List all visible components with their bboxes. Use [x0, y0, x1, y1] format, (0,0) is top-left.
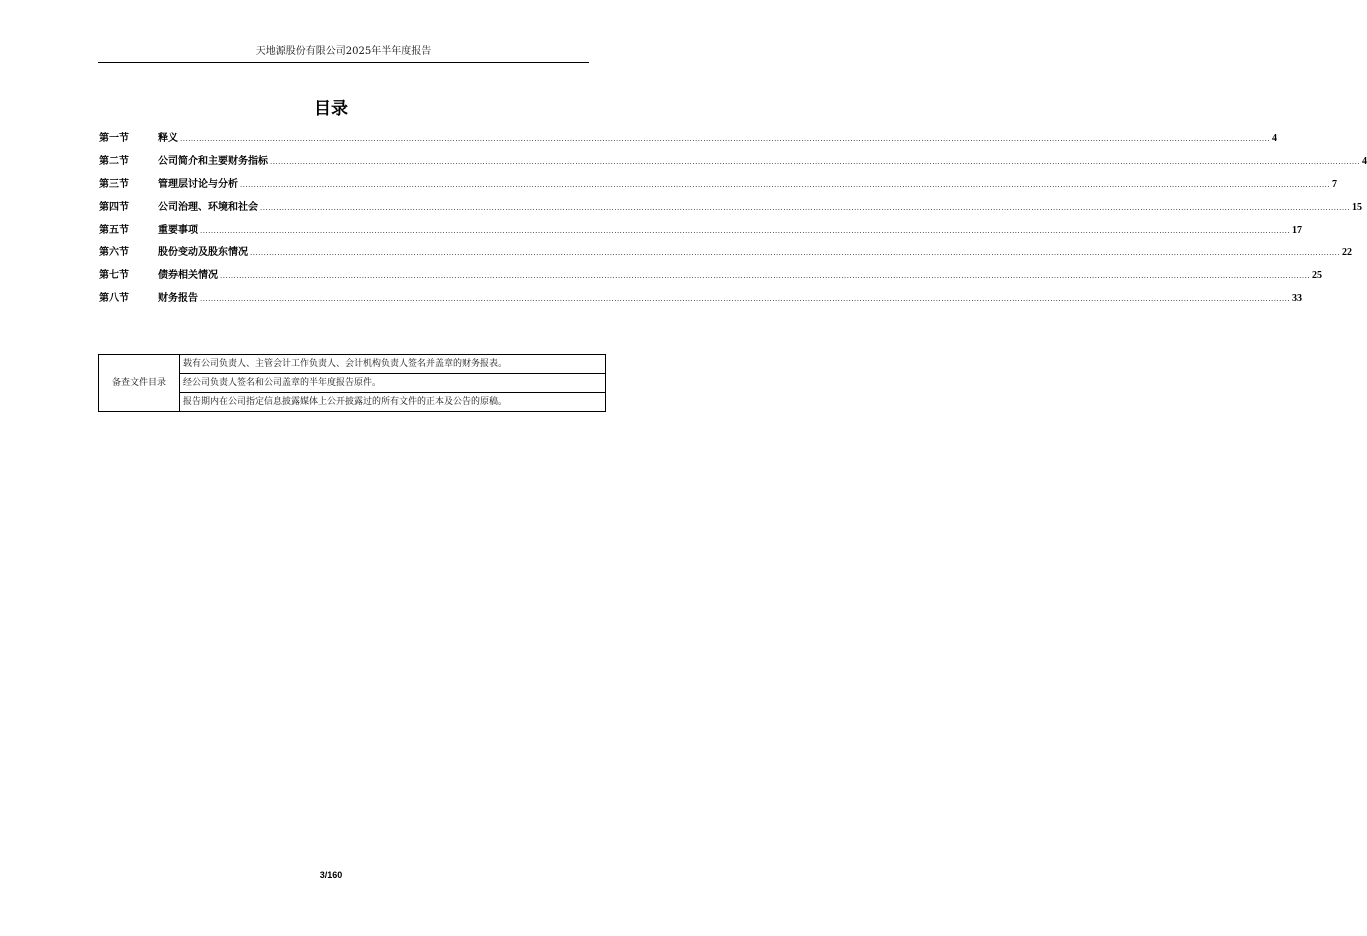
toc-section-title: 重要事项 [158, 224, 198, 236]
toc-section-title: 管理层讨论与分析 [158, 178, 238, 190]
page-header: 天地源股份有限公司2025年半年度报告 [98, 46, 589, 63]
toc-section-number: 第四节 [99, 201, 129, 213]
toc-section-number: 第五节 [99, 224, 129, 236]
reference-file-item: 载有公司负责人、主管会计工作负责人、会计机构负责人签名并盖章的财务报表。 [180, 355, 606, 374]
table-of-contents [99, 131, 1367, 314]
toc-page-number: 17 [1292, 224, 1303, 236]
toc-entry[interactable] [99, 245, 1353, 268]
toc-entry[interactable] [99, 268, 1323, 291]
toc-section-number: 第二节 [99, 155, 129, 167]
toc-page-number: 33 [1292, 293, 1303, 305]
toc-page-number: 15 [1352, 201, 1363, 213]
table-row [99, 355, 606, 374]
toc-entry[interactable] [99, 131, 1278, 154]
reference-files-table [98, 354, 606, 412]
toc-leader-dots: ................................................................................................................................................................................................................................................................................................................................................................................................................ [270, 157, 1361, 166]
toc-section-title: 公司简介和主要财务指标 [158, 155, 268, 167]
toc-leader-dots: ................................................................................................................................................................................................................................................................................................................................................................................................................ [250, 249, 1341, 258]
toc-page-number: 7 [1332, 178, 1338, 190]
page-number: 3/160 [319, 870, 343, 880]
reference-file-item: 经公司负责人签名和公司盖章的半年度报告原件。 [180, 374, 606, 393]
page-title: 目录 [314, 99, 348, 119]
toc-section-number: 第一节 [99, 133, 129, 144]
toc-leader-dots: ................................................................................................................................................................................................................................................................................................................................................................................................................ [220, 272, 1311, 281]
toc-section-title: 释义 [158, 133, 178, 144]
toc-section-number: 第七节 [99, 270, 129, 282]
toc-entry[interactable] [99, 291, 1303, 314]
toc-section-title: 公司治理、环境和社会 [158, 201, 258, 213]
toc-section-title: 债券相关情况 [158, 270, 218, 282]
toc-page-number: 4 [1272, 133, 1278, 144]
reference-files-label: 备查文件目录 [99, 355, 180, 412]
toc-page-number: 22 [1342, 247, 1353, 259]
toc-leader-dots: ................................................................................................................................................................................................................................................................................................................................................................................................................ [240, 180, 1331, 189]
toc-section-number: 第八节 [99, 293, 129, 305]
toc-section-title: 财务报告 [158, 293, 198, 305]
toc-entry[interactable] [99, 223, 1303, 246]
toc-leader-dots: ................................................................................................................................................................................................................................................................................................................................................................................................................ [200, 295, 1291, 304]
toc-entry[interactable] [99, 154, 1367, 177]
toc-entry[interactable] [99, 200, 1363, 223]
toc-page-number: 4 [1362, 155, 1367, 167]
reference-file-item: 报告期内在公司指定信息披露媒体上公开披露过的所有文件的正本及公告的原稿。 [180, 393, 606, 412]
toc-leader-dots: ................................................................................................................................................................................................................................................................................................................................................................................................................ [260, 203, 1351, 212]
toc-leader-dots: ................................................................................................................................................................................................................................................................................................................................................................................................................ [200, 226, 1291, 235]
toc-section-title: 股份变动及股东情况 [158, 247, 248, 259]
toc-page-number: 25 [1312, 270, 1323, 282]
toc-entry[interactable] [99, 177, 1338, 200]
toc-section-number: 第三节 [99, 178, 129, 190]
toc-leader-dots: ................................................................................................................................................................................................................................................................................................................................................................................................................ [180, 135, 1271, 143]
toc-section-number: 第六节 [99, 247, 129, 259]
